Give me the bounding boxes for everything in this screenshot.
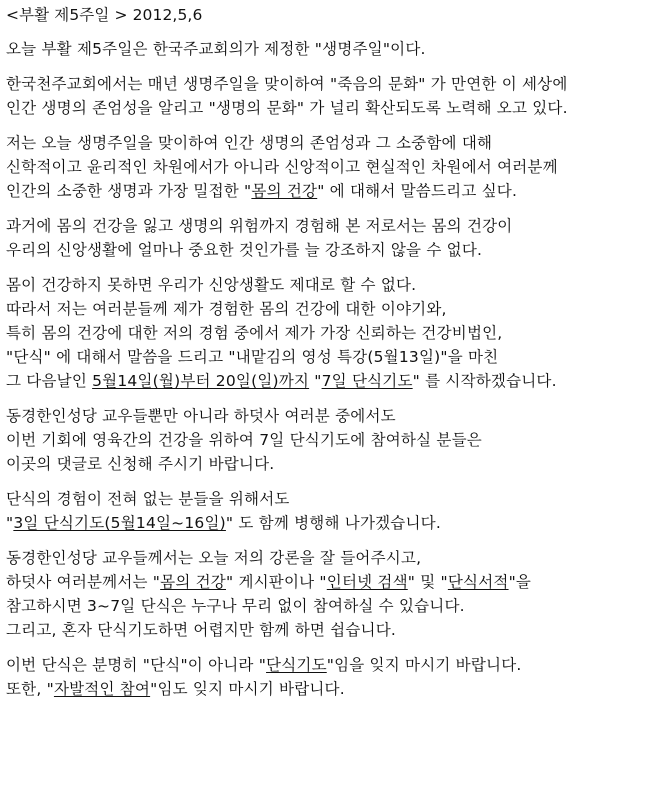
text-segment: 인간의 소중한 생명과 가장 밀접한 " bbox=[6, 182, 252, 200]
text-line bbox=[6, 273, 666, 297]
text-line bbox=[6, 321, 666, 345]
text-segment: 또한, " bbox=[6, 680, 54, 698]
text-segment: 한국천주교회에서는 매년 생명주일을 맞이하여 "죽음의 문화" 가 만연한 이 세상에 bbox=[6, 75, 568, 93]
underlined-keyword: 몸의 건강 bbox=[251, 182, 318, 200]
underlined-keyword: 단식서적 bbox=[447, 573, 509, 591]
underlined-keyword: 인터넷 검색 bbox=[326, 573, 408, 591]
paragraph bbox=[6, 487, 666, 535]
text-line bbox=[6, 570, 666, 594]
text-line bbox=[6, 404, 666, 428]
underlined-keyword: 3일 단식기도(5월14일~16일) bbox=[13, 514, 226, 532]
text-line bbox=[6, 345, 666, 369]
text-segment: 그 다음날인 bbox=[6, 372, 93, 390]
text-segment: 이곳의 댓글로 신청해 주시기 바랍니다. bbox=[6, 455, 275, 473]
text-line bbox=[6, 511, 666, 535]
text-line bbox=[6, 618, 666, 642]
text-segment: " 도 함께 병행해 나가겠습니다. bbox=[225, 514, 441, 532]
text-line bbox=[6, 297, 666, 321]
underlined-keyword: 단식기도 bbox=[266, 656, 327, 674]
post-title: <부활 제5주일 > 2012,5,6 bbox=[6, 6, 203, 24]
text-segment: 몸이 건강하지 못하면 우리가 신앙생활도 제대로 할 수 없다. bbox=[6, 276, 417, 294]
text-segment: 신학적이고 윤리적인 차원에서가 아니라 신앙적이고 현실적인 차원에서 여러분께 bbox=[6, 158, 558, 176]
text-segment: 하덧사 여러분께서는 " bbox=[6, 573, 161, 591]
text-segment: 저는 오늘 생명주일을 맞이하여 인간 생명의 존엄성과 그 소중함에 대해 bbox=[6, 134, 493, 152]
paragraph bbox=[6, 273, 666, 393]
paragraph bbox=[6, 653, 666, 701]
text-segment: "단식" 에 대해서 말씀을 드리고 "내맡김의 영성 특강(5월13일)"을 마친 bbox=[6, 348, 499, 366]
underlined-keyword: 자발적인 참여 bbox=[53, 680, 151, 698]
text-line bbox=[6, 72, 666, 96]
text-line bbox=[6, 546, 666, 570]
paragraph bbox=[6, 404, 666, 476]
text-segment: "임을 잊지 마시기 바랍니다. bbox=[326, 656, 522, 674]
text-line bbox=[6, 677, 666, 701]
text-line bbox=[6, 487, 666, 511]
underlined-keyword: 5월14일(월)부터 20일(일)까지 bbox=[92, 372, 310, 390]
text-line bbox=[6, 594, 666, 618]
text-segment: " bbox=[6, 514, 14, 532]
paragraph bbox=[6, 214, 666, 262]
paragraph bbox=[6, 546, 666, 642]
text-segment: " 를 시작하겠습니다. bbox=[412, 372, 557, 390]
text-segment: 오늘 부활 제5주일은 한국주교회의가 제정한 "생명주일"이다. bbox=[6, 40, 426, 58]
text-line bbox=[6, 452, 666, 476]
text-segment: 우리의 신앙생활에 얼마나 중요한 것인가를 늘 강조하지 않을 수 없다. bbox=[6, 241, 483, 259]
text-line bbox=[6, 214, 666, 238]
paragraph bbox=[6, 72, 666, 120]
text-segment: 특히 몸의 건강에 대한 저의 경험 중에서 제가 가장 신뢰하는 건강비법인, bbox=[6, 324, 503, 342]
text-line bbox=[6, 179, 666, 203]
text-line bbox=[6, 428, 666, 452]
text-segment: "을 bbox=[508, 573, 532, 591]
text-line bbox=[6, 131, 666, 155]
text-line bbox=[6, 369, 666, 393]
text-segment: " 및 " bbox=[407, 573, 448, 591]
text-segment: 동경한인성당 교우들께서는 오늘 저의 강론을 잘 들어주시고, bbox=[6, 549, 422, 567]
text-segment: " 에 대해서 말씀드리고 싶다. bbox=[317, 182, 518, 200]
text-segment: 단식의 경험이 전혀 없는 분들을 위해서도 bbox=[6, 490, 290, 508]
text-segment: 이번 기회에 영육간의 건강을 위하여 7일 단식기도에 참여하실 분들은 bbox=[6, 431, 482, 449]
text-segment: 이번 단식은 분명히 "단식"이 아니라 " bbox=[6, 656, 267, 674]
text-segment: 동경한인성당 교우들뿐만 아니라 하덧사 여러분 중에서도 bbox=[6, 407, 396, 425]
paragraph bbox=[6, 37, 666, 61]
post-body bbox=[6, 37, 666, 701]
text-line bbox=[6, 155, 666, 179]
text-segment: "임도 잊지 마시기 바랍니다. bbox=[150, 680, 345, 698]
paragraph bbox=[6, 131, 666, 203]
text-line bbox=[6, 37, 666, 61]
underlined-keyword: 몸의 건강 bbox=[160, 573, 226, 591]
text-segment: 과거에 몸의 건강을 잃고 생명의 위험까지 경험해 본 저로서는 몸의 건강이 bbox=[6, 217, 513, 235]
text-segment: 참고하시면 3~7일 단식은 누구나 무리 없이 참여하실 수 있습니다. bbox=[6, 597, 465, 615]
text-segment: 따라서 저는 여러분들께 제가 경험한 몸의 건강에 대한 이야기와, bbox=[6, 300, 447, 318]
text-segment: 인간 생명의 존엄성을 알리고 "생명의 문화" 가 널리 확산되도록 노력해 오고 있다. bbox=[6, 99, 568, 117]
underlined-keyword: 7일 단식기도 bbox=[321, 372, 413, 390]
text-line bbox=[6, 653, 666, 677]
text-segment: " 게시판이나 " bbox=[225, 573, 327, 591]
text-line bbox=[6, 238, 666, 262]
text-line bbox=[6, 96, 666, 120]
text-segment: 그리고, 혼자 단식기도하면 어렵지만 함께 하면 쉽습니다. bbox=[6, 621, 396, 639]
text-segment: " bbox=[309, 372, 322, 390]
